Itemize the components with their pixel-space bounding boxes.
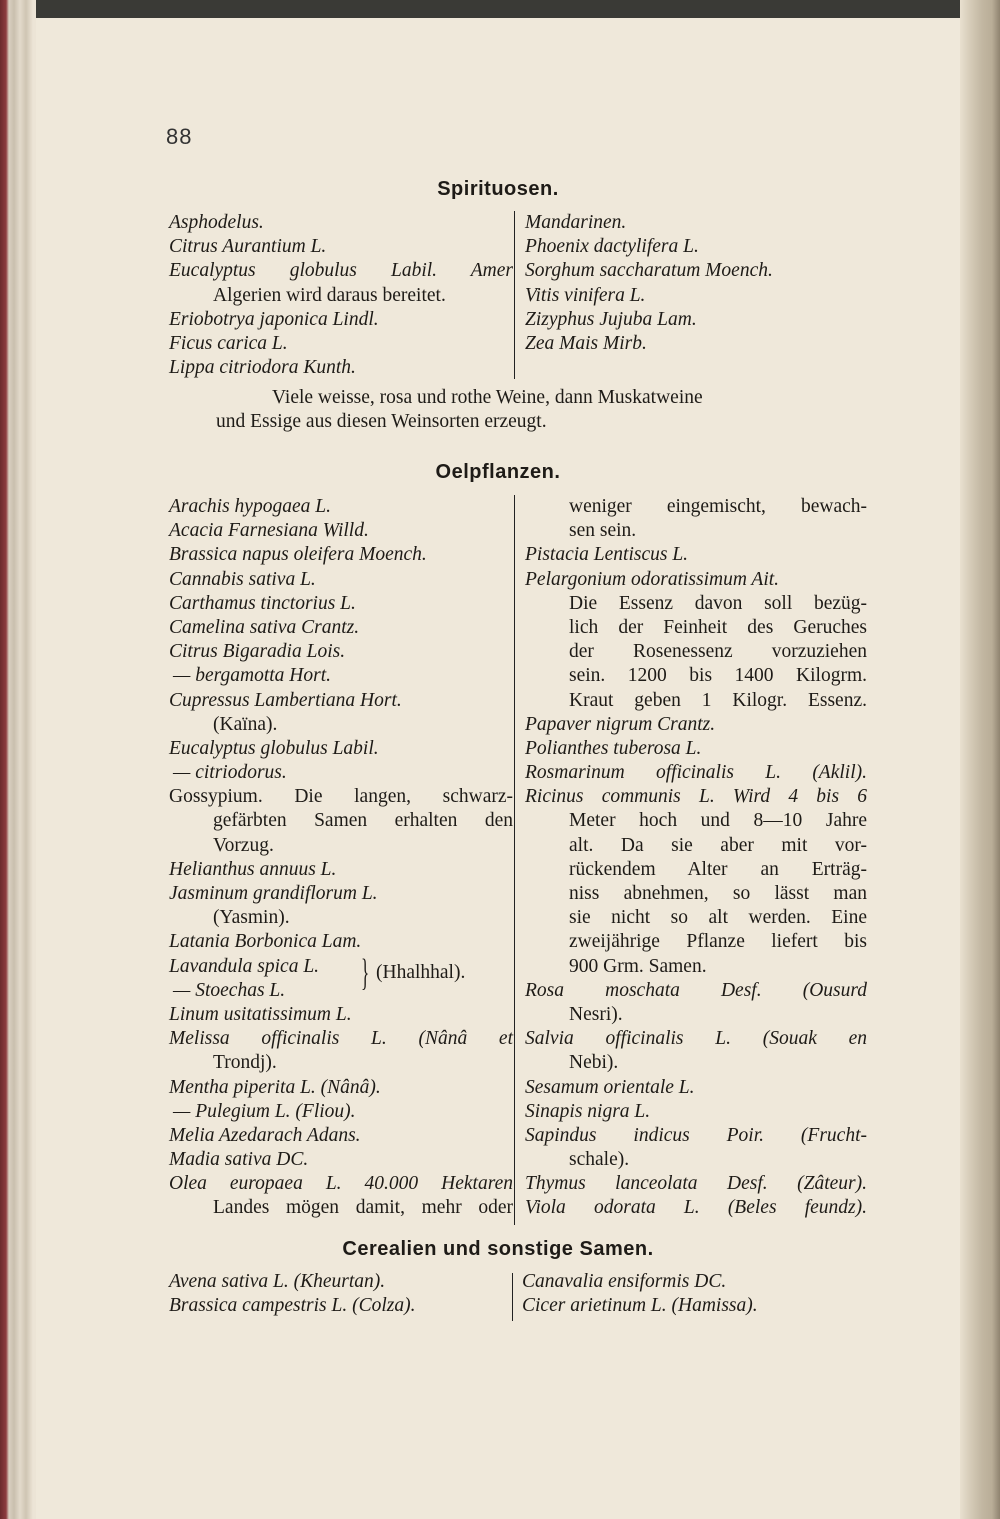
entry-continuation: gefärbten Samen erhalten den: [213, 810, 513, 832]
entry: Viola odorata L. (Beles feundz).: [525, 1197, 867, 1219]
entry-continuation: Nebi).: [569, 1052, 619, 1074]
entry: Sorghum saccharatum Moench.: [525, 260, 773, 282]
entry: Cannabis sativa L.: [169, 568, 316, 590]
entry: — citriodorus.: [173, 762, 287, 784]
entry: Phoenix dactylifera L.: [525, 236, 699, 258]
entry-continuation: Vorzug.: [213, 834, 274, 856]
entry: Canavalia ensiformis DC.: [522, 1271, 727, 1292]
entry-continuation: Die Essenz davon soll bezüg-: [569, 592, 867, 614]
entry: Asphodelus.: [169, 212, 264, 233]
entry-continuation: sen sein.: [569, 520, 637, 542]
entry-continuation: Meter hoch und 8—10 Jahre: [569, 810, 867, 832]
column-rule: [514, 211, 515, 379]
entry: Helianthus annuus L.: [169, 858, 337, 880]
entry: Camelina sativa Crantz.: [169, 616, 360, 638]
heading-spirituosen: Spirituosen.: [437, 178, 559, 200]
entry: Citrus Bigaradia Lois.: [169, 641, 346, 663]
entry: Lippa citriodora Kunth.: [169, 357, 356, 379]
entry: Polianthes tuberosa L.: [525, 737, 702, 759]
entry: Cicer arietinum L. (Hamissa).: [522, 1295, 758, 1317]
entry-continuation: Algerien wird daraus bereitet.: [213, 284, 446, 306]
entry: Papaver nigrum Crantz.: [525, 713, 716, 735]
brace-icon: }: [361, 952, 370, 994]
entry: Zizyphus Jujuba Lam.: [525, 308, 697, 330]
entry: Arachis hypogaea L.: [169, 496, 331, 517]
entry-continuation: weniger eingemischt, bewach-: [569, 496, 867, 517]
entry: Melissa officinalis L. (Nânâ et: [169, 1028, 513, 1050]
entry: Vitis vinifera L.: [525, 284, 646, 306]
page-number: 88: [166, 124, 193, 149]
entry-continuation: rückendem Alter an Erträg-: [569, 858, 867, 880]
entry: Rosa moschata Desf. (Ousurd: [525, 979, 867, 1001]
entry-continuation: (Kaïna).: [213, 713, 278, 735]
entry: Mentha piperita L. (Nânâ).: [169, 1076, 381, 1098]
entry-continuation: niss abnehmen, so lässt man: [569, 883, 867, 904]
entry: Brassica napus oleifera Moench.: [169, 544, 427, 566]
entry: Zea Mais Mirb.: [525, 332, 647, 354]
entry: Pistacia Lentiscus L.: [525, 544, 689, 566]
column-rule: [514, 495, 515, 1225]
book-page: [36, 18, 960, 1519]
entry-continuation: 900 Grm. Samen.: [569, 955, 707, 977]
entry: Thymus lanceolata Desf. (Zâteur).: [525, 1173, 867, 1195]
entry: Sesamum orientale L.: [525, 1076, 695, 1098]
scan-edge-top: [0, 0, 1000, 18]
entry-continuation: sein. 1200 bis 1400 Kilogrm.: [569, 665, 867, 687]
entry: Latania Borbonica Lam.: [169, 931, 362, 953]
entry: Mandarinen.: [525, 212, 627, 233]
entry: Jasminum grandiflorum L.: [169, 883, 378, 904]
entry: Sinapis nigra L.: [525, 1100, 651, 1122]
entry: Eucalyptus globulus Labil. Amer: [169, 260, 513, 282]
spirituosen-left-column: [169, 211, 513, 380]
entry: Madia sativa DC.: [169, 1149, 309, 1171]
entry: Cupressus Lambertiana Hort.: [169, 689, 402, 711]
entry-continuation: schale).: [569, 1149, 630, 1171]
book-edge-right: [960, 0, 1000, 1519]
entry: Linum usitatissimum L.: [169, 1003, 352, 1025]
oelpflanzen-right-column: [525, 495, 867, 1221]
entry: Sapindus indicus Poir. (Frucht-: [525, 1124, 867, 1146]
entry: Ficus carica L.: [169, 332, 288, 354]
entry-continuation: (Yasmin).: [213, 907, 290, 929]
entry-continuation: Landes mögen damit, mehr oder: [213, 1197, 513, 1219]
entry: Rosmarinum officinalis L. (Aklil).: [525, 762, 867, 784]
entry-continuation: alt. Da sie aber mit vor-: [569, 834, 867, 856]
entry-lavandula: Lavandula spica L.: [169, 955, 320, 977]
entry-continuation: Nesri).: [569, 1003, 623, 1025]
spirituosen-paragraph-line: und Essige aus diesen Weinsorten erzeugt.: [216, 411, 547, 432]
entry-continuation: lich der Feinheit des Geruches: [569, 616, 867, 638]
entry-continuation: der Rosenessenz vorzuziehen: [569, 641, 867, 663]
entry: Ricinus communis L. Wird 4 bis 6: [525, 786, 867, 808]
spirituosen-paragraph-line: Viele weisse, rosa und rothe Weine, dann Muskatweine: [272, 387, 703, 408]
entry-stoechas: — Stoechas L.: [173, 979, 286, 1001]
lavandula-note: (Hhalhhal).: [376, 962, 466, 983]
entry-continuation: zweijährige Pflanze liefert bis: [569, 931, 867, 953]
column-rule: [512, 1273, 513, 1321]
entry: Acacia Farnesiana Willd.: [169, 520, 369, 542]
entry: Eucalyptus globulus Labil.: [169, 737, 379, 759]
entry: Gossypium. Die langen, schwarz-: [169, 786, 513, 808]
entry: Melia Azedarach Adans.: [169, 1124, 361, 1146]
cerealien-right-column: [522, 1270, 872, 1318]
entry: Eriobotrya japonica Lindl.: [169, 308, 379, 330]
entry: — bergamotta Hort.: [173, 665, 331, 687]
heading-cerealien: Cerealien und sonstige Samen.: [342, 1238, 654, 1260]
entry: Avena sativa L. (Kheurtan).: [169, 1271, 386, 1292]
entry: Carthamus tinctorius L.: [169, 592, 356, 614]
heading-oelpflanzen: Oelpflanzen.: [435, 461, 561, 483]
entry: Citrus Aurantium L.: [169, 236, 327, 258]
entry: — Pulegium L. (Fliou).: [173, 1100, 356, 1122]
entry-continuation: sie nicht so alt werden. Eine: [569, 907, 867, 929]
book-edge-left: [0, 0, 36, 1519]
oelpflanzen-left-column: [169, 495, 513, 1221]
entry: Brassica campestris L. (Colza).: [169, 1295, 416, 1317]
entry: Salvia officinalis L. (Souak en: [525, 1028, 867, 1050]
spirituosen-right-column: [525, 211, 875, 356]
cerealien-left-column: [169, 1270, 509, 1318]
entry-continuation: Kraut geben 1 Kilogr. Essenz.: [569, 689, 867, 711]
entry: Pelargonium odoratissimum Ait.: [525, 568, 780, 590]
entry: Olea europaea L. 40.000 Hektaren: [169, 1173, 513, 1195]
entry-continuation: Trondj).: [213, 1052, 277, 1074]
